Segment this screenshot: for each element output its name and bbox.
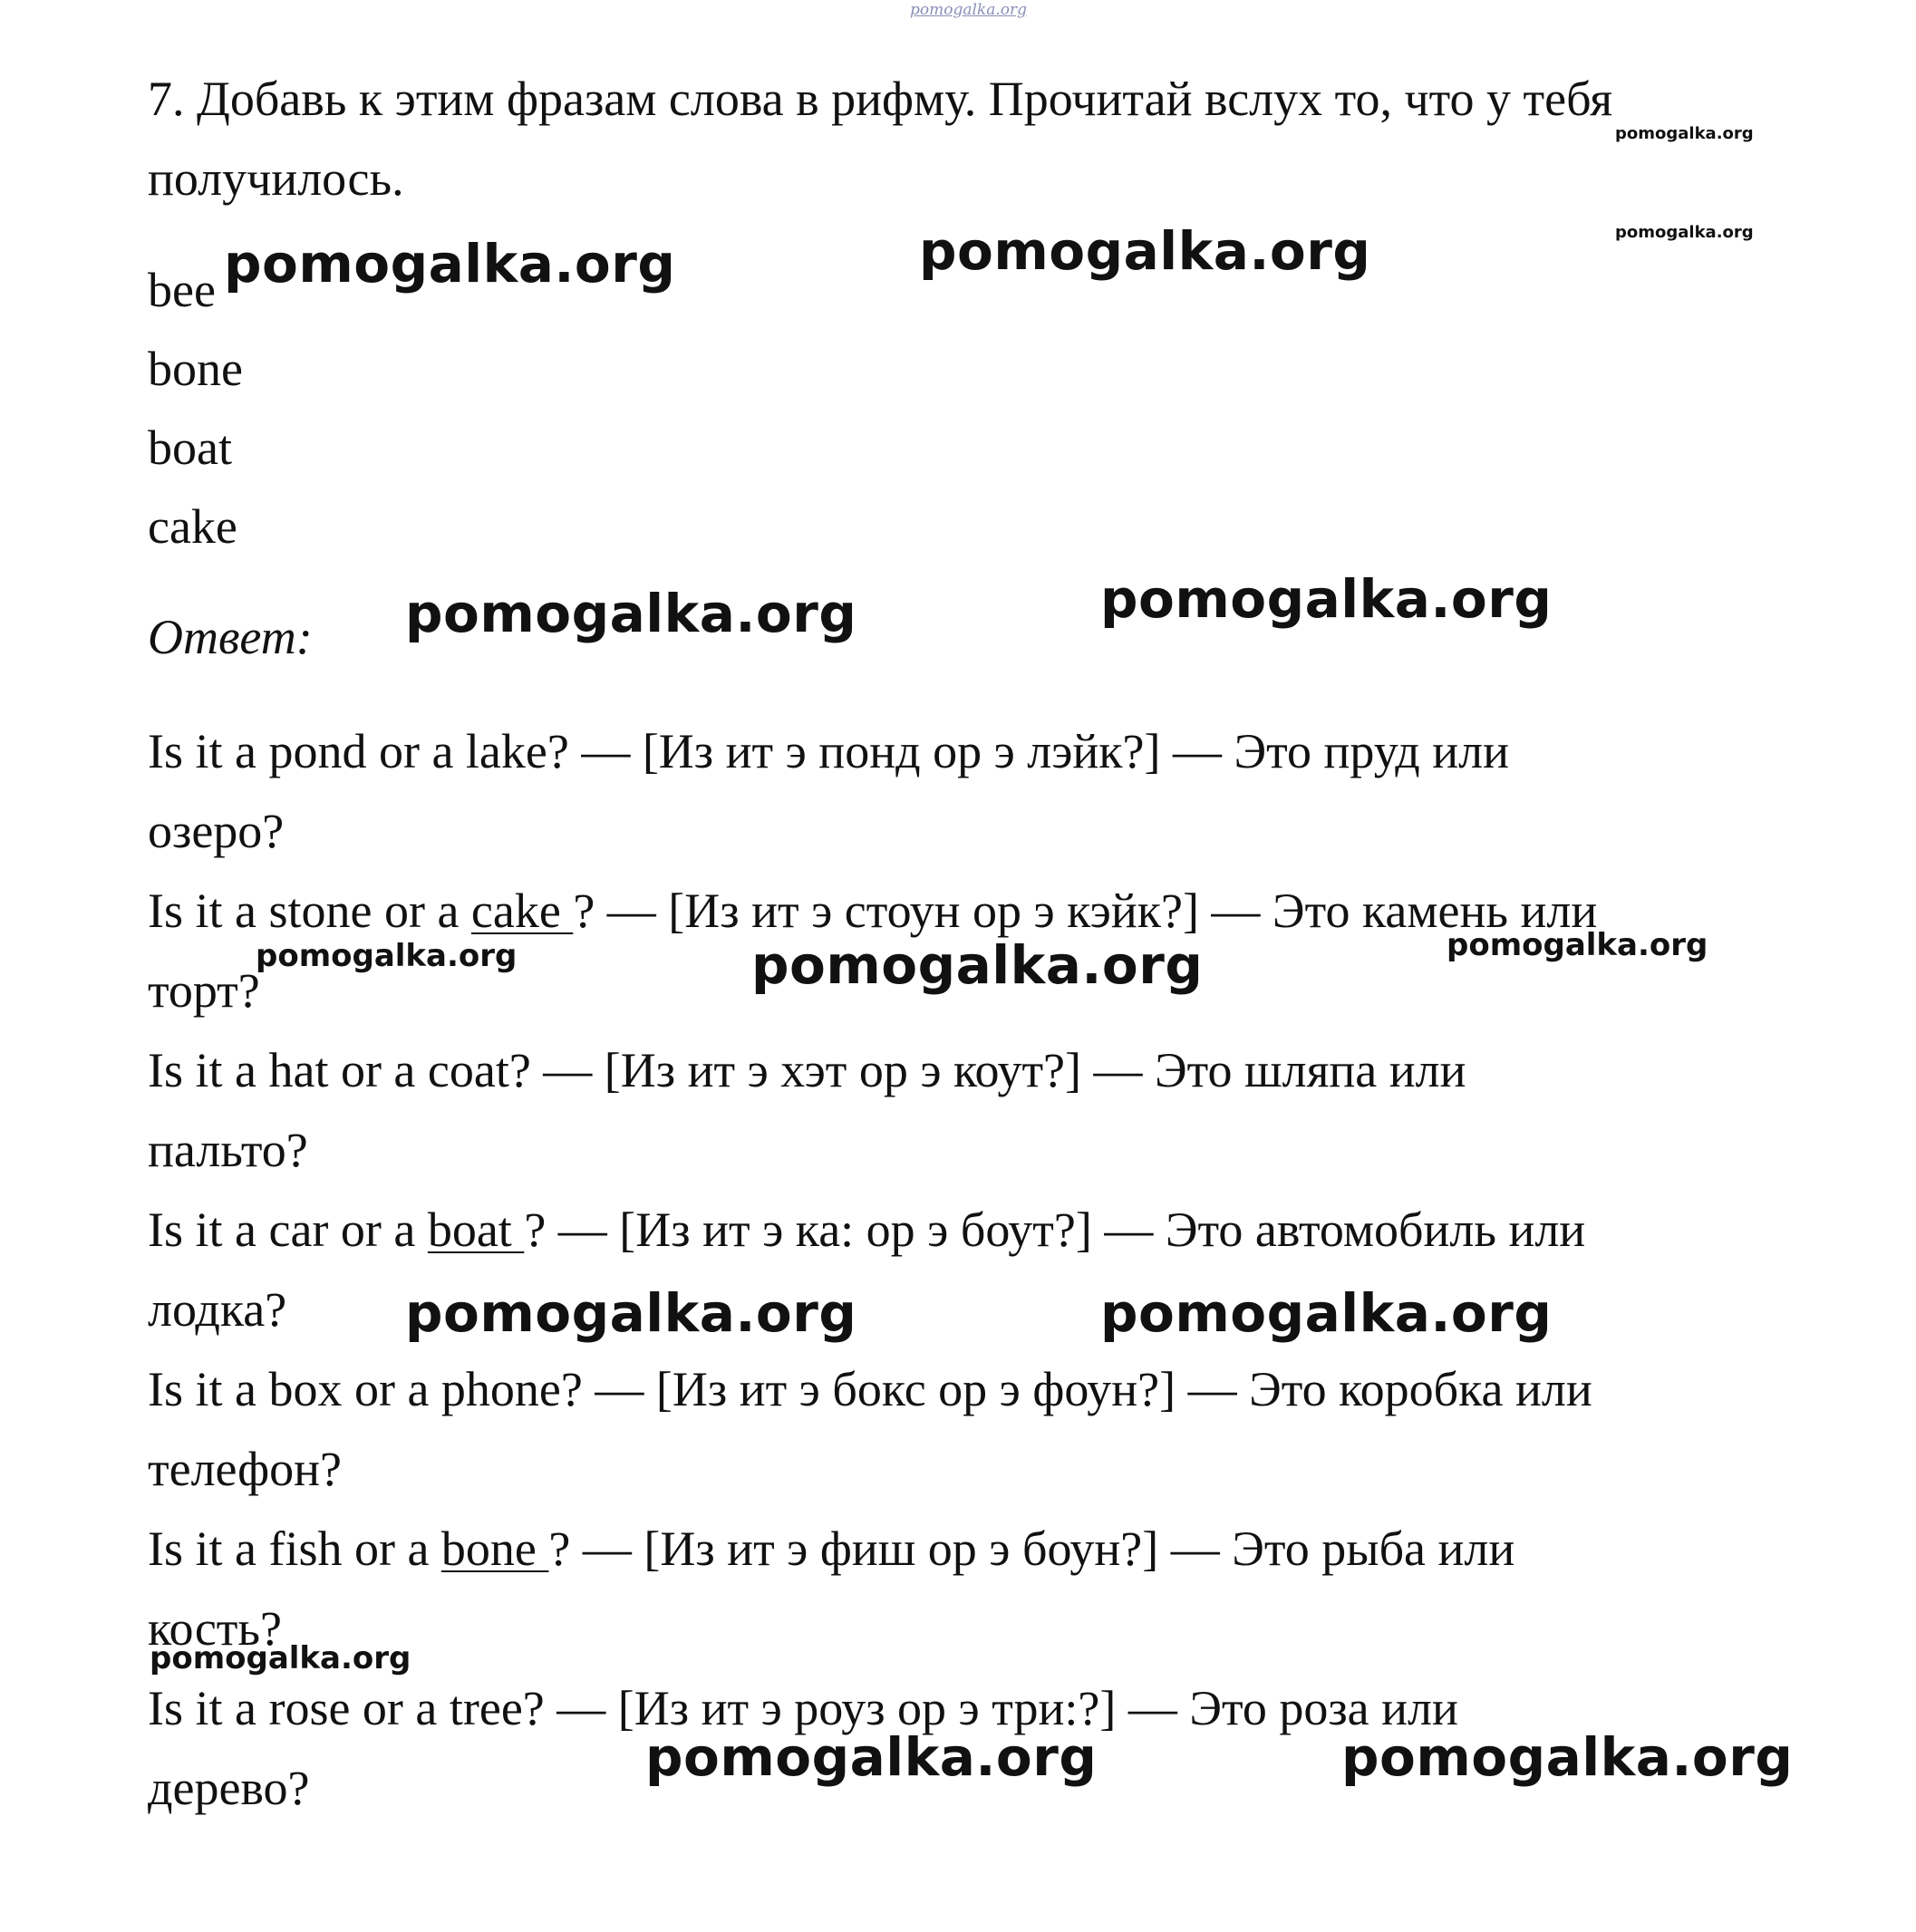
watermark-large: pomogalka.org [1341, 1726, 1794, 1788]
answer-4 [148, 1203, 1586, 1257]
answer-6-pre: Is it a fish or a [148, 1521, 441, 1576]
answer-3-cont: пальто? [148, 1123, 308, 1177]
watermark-medium: pomogalka.org [1447, 927, 1708, 963]
answer-2-pre: Is it a stone or a [148, 884, 471, 938]
watermark-large: pomogalka.org [405, 583, 857, 644]
word-boat: boat [148, 420, 232, 475]
answer-7-text: Is it a rose or a tree? — [Из ит э роуз ор э три:?] — Это роза или [148, 1681, 1458, 1735]
answer-1-text: Is it a pond or a lake? — [Из ит э понд ор э лэйк?] — Это пруд или [148, 724, 1510, 778]
task-line-2: получилось. [148, 151, 404, 206]
answer-2-rhyme-word: cake [470, 884, 574, 938]
watermark-medium: pomogalka.org [256, 938, 518, 974]
answer-3-text: Is it a hat or a coat? — [Из ит э хэт ор э коут?] — Это шляпа или [148, 1043, 1466, 1097]
watermark-small: pomogalka.org [1615, 124, 1754, 143]
watermark-large: pomogalka.org [751, 934, 1204, 996]
answer-6 [148, 1521, 1515, 1576]
watermark-large: pomogalka.org [645, 1726, 1098, 1788]
watermark-large: pomogalka.org [919, 220, 1371, 282]
answer-5-cont: телефон? [148, 1442, 342, 1496]
answer-6-post: ? — [Из ит э фиш ор э боун?] — Это рыба или [548, 1521, 1515, 1576]
watermark-large: pomogalka.org [1100, 568, 1553, 630]
watermark-large: pomogalka.org [224, 233, 676, 295]
watermark-large: pomogalka.org [1100, 1282, 1553, 1344]
answer-1-cont: озеро? [148, 804, 285, 858]
answer-7-cont: дерево? [148, 1761, 310, 1815]
task-line-1: 7. Добавь к этим фразам слова в рифму. Прочитай вслух то, что у тебя [148, 72, 1613, 126]
answer-7 [148, 1681, 1458, 1735]
answer-2-cont: торт? [148, 963, 260, 1018]
answer-5 [148, 1362, 1592, 1416]
answer-3 [148, 1043, 1466, 1097]
word-bone: bone [148, 342, 243, 396]
watermark-medium: pomogalka.org [150, 1640, 411, 1676]
answer-4-rhyme-word: boat [427, 1203, 525, 1257]
watermark-large: pomogalka.org [405, 1282, 857, 1344]
watermark-small: pomogalka.org [1615, 223, 1754, 242]
answer-4-cont: лодка? [148, 1282, 287, 1337]
answer-label: Ответ: [148, 610, 313, 664]
answer-4-pre: Is it a car or a [148, 1203, 428, 1257]
answer-6-cont: кость? [148, 1601, 282, 1656]
answer-2-post: ? — [Из ит э стоун ор э кэйк?] — Это камень или [573, 884, 1598, 938]
top-watermark: pomogalka.org [910, 1, 1028, 19]
answer-5-text: Is it a box or a phone? — [Из ит э бокс ор э фоун?] — Это коробка или [148, 1362, 1592, 1416]
word-bee: bee [148, 263, 216, 317]
answer-1 [148, 724, 1510, 778]
answer-2 [148, 884, 1598, 938]
answer-6-rhyme-word: bone [440, 1521, 549, 1576]
answer-4-post: ? — [Из ит э ка: ор э боут?] — Это автомобиль или [524, 1203, 1586, 1257]
word-cake: cake [148, 499, 237, 554]
